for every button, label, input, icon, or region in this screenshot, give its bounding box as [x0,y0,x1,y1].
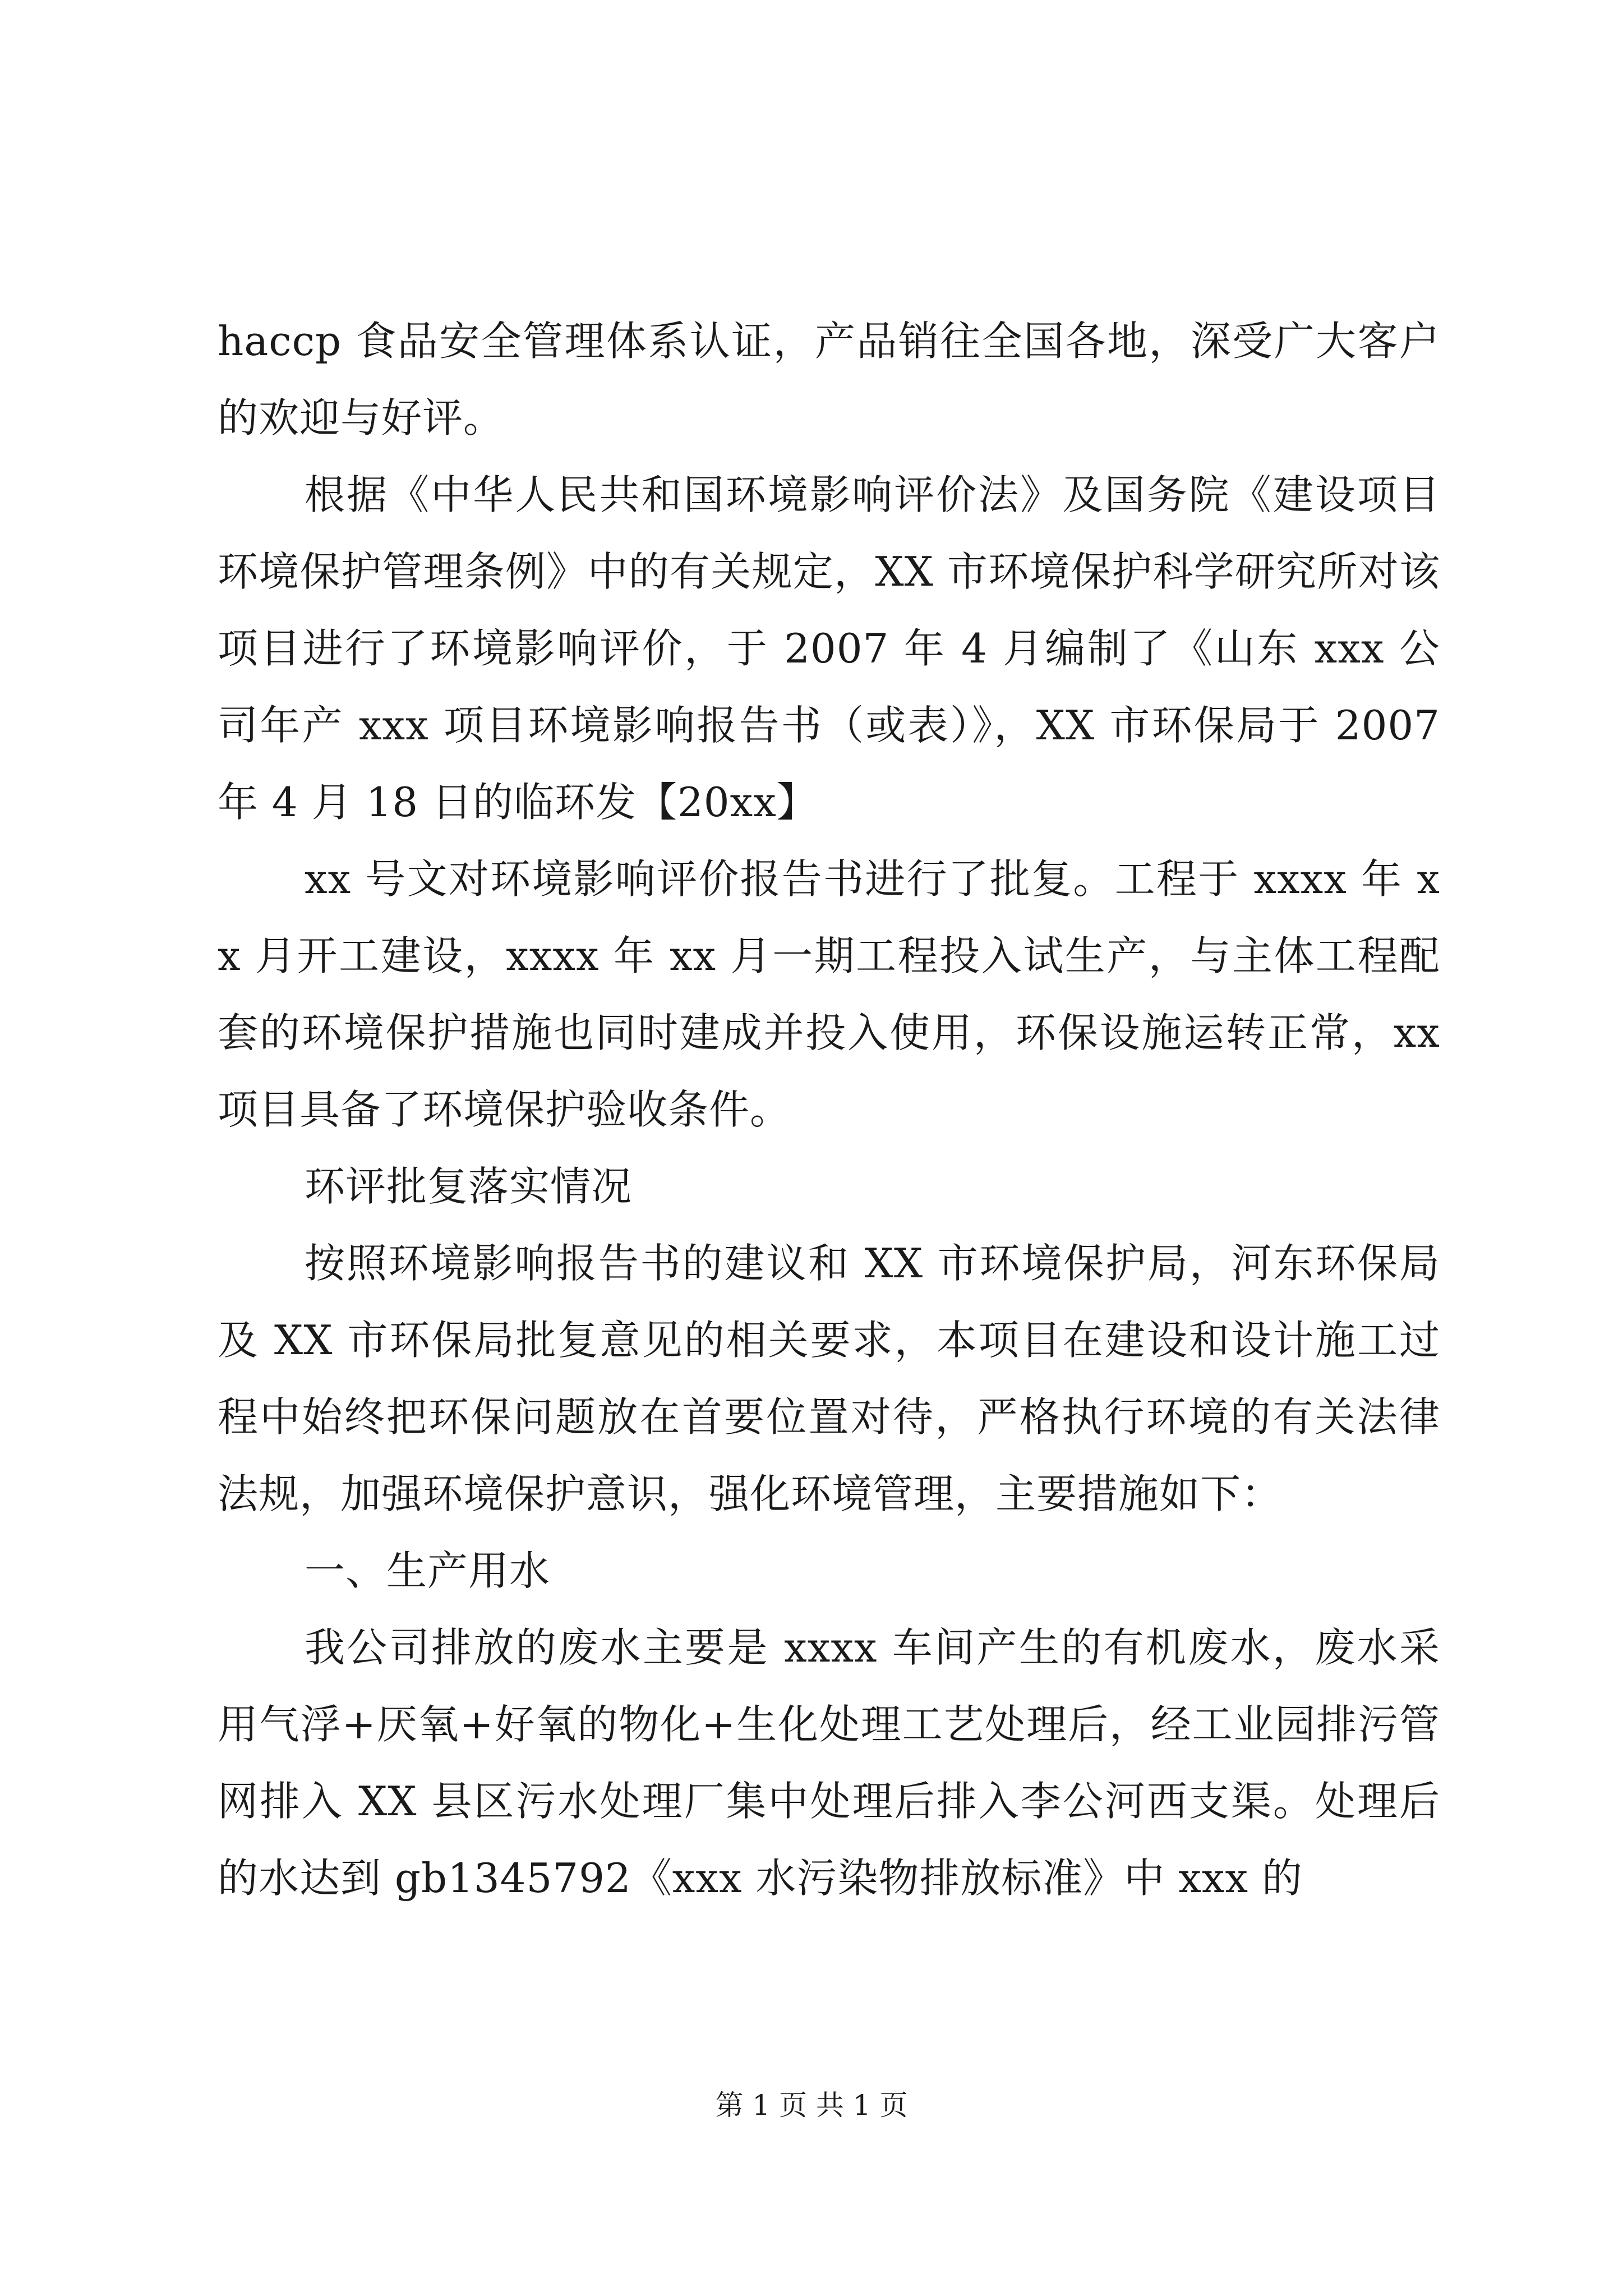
paragraph-project-status: xx 号文对环境影响评价报告书进行了批复。工程于 xxxx 年 xx 月开工建设，xxxx 年 xx 月一期工程投入试生产，与主体工程配套的环境保护措施也同时建成并投入使用，环保设施运转正常，xx 项目具备了环境保护验收条件。 [218,855,1440,1133]
paragraph-legal-basis: 根据《中华人民共和国环境影响评价法》及国务院《建设项目环境保护管理条例》中的有关规定，XX 市环境保护科学研究所对该项目进行了环境影响评价，于 2007 年 4 月编制了《山东 xxx 公司年产 xxx 项目环境影响报告书（或表）》，XX 市环保局于 2007 年 4 月 18 日的临环发【20xx】 [218,471,1440,826]
section-heading-water: 一、生产用水 [305,1547,551,1594]
document-body [218,303,1440,1917]
paragraph-measures: 按照环境影响报告书的建议和 XX 市环境保护局，河东环保局及 XX 市环保局批复意见的相关要求，本项目在建设和设计施工过程中始终把环保问题放在首要位置对待，严格执行环境的有关法律法规，加强环境保护意识，强化环境管理，主要措施如下： [218,1240,1440,1517]
paragraph-wastewater: 我公司排放的废水主要是 xxxx 车间产生的有机废水，废水采用气浮+厌氧+好氧的物化+生化处理工艺处理后，经工业园排污管网排入 XX 县区污水处理厂集中处理后排入李公河西支渠。处理后的水达到 gb1345792《xxx 水污染物排放标准》中 xxx 的 [218,1624,1440,1902]
page-number-footer: 第 1 页 共 1 页 [715,2089,908,2122]
paragraph-certification: haccp 食品安全管理体系认证，产品销往全国各地，深受广大客户的欢迎与好评。 [218,318,1440,441]
section-heading-approval: 环评批复落实情况 [305,1163,633,1210]
